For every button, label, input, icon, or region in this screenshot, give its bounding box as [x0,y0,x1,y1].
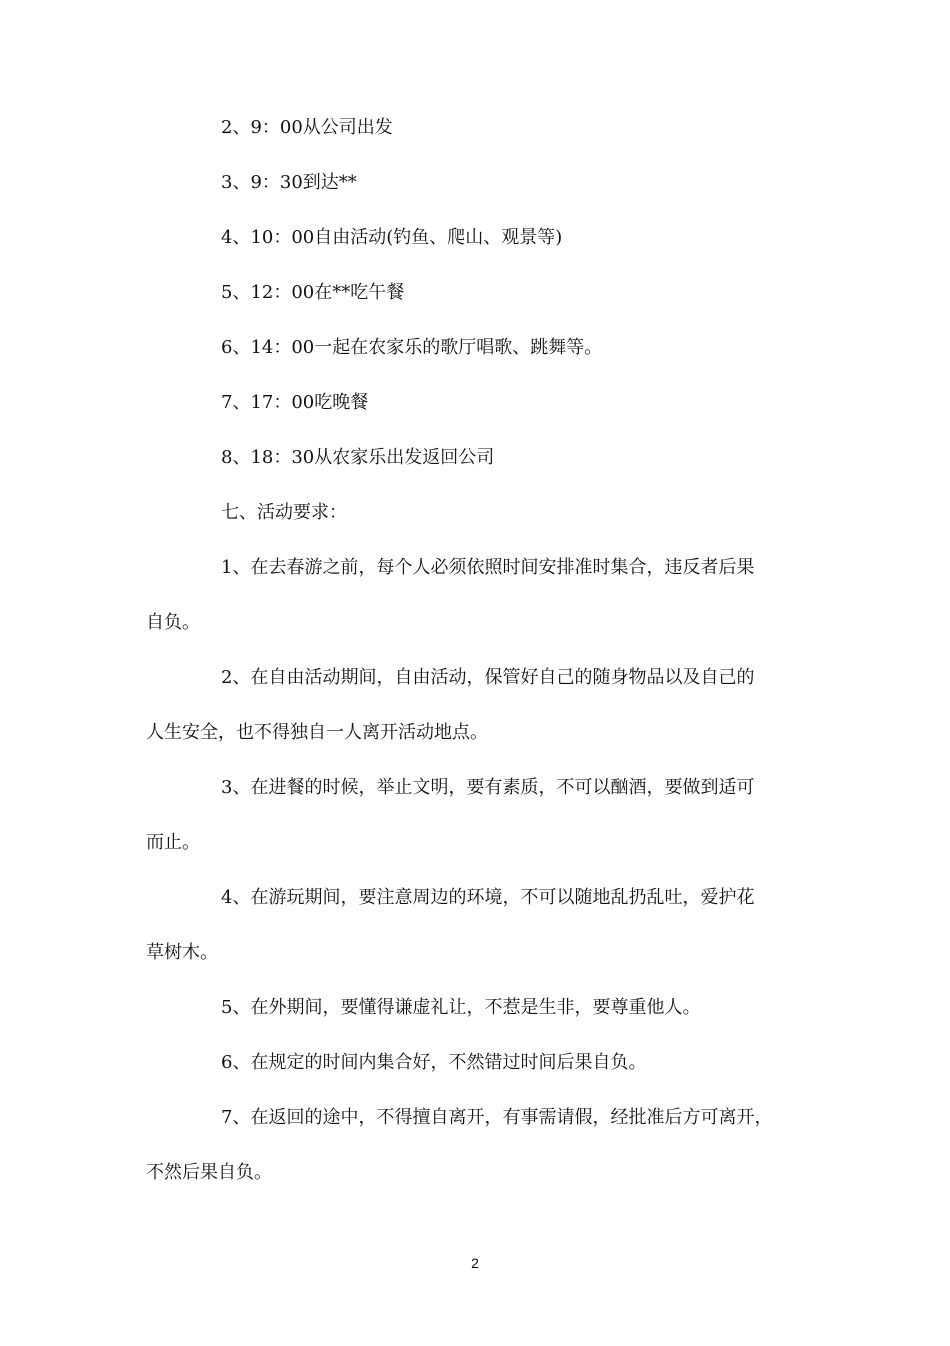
requirement-line: 2、在自由活动期间，自由活动，保管好自己的随身物品以及自己的 [221,667,755,688]
section-heading: 七、活动要求： [221,502,347,523]
schedule-item: 7、17：00吃晚餐 [221,392,369,413]
requirement-continuation: 人生安全，也不得独自一人离开活动地点。 [146,722,488,743]
schedule-item: 4、10：00自由活动(钓鱼、爬山、观景等) [221,227,563,248]
requirement-line: 7、在返回的途中，不得擅自离开，有事需请假，经批准后方可离开， [221,1107,773,1128]
requirement-continuation: 自负。 [146,612,200,633]
schedule-item: 8、18：30从农家乐出发返回公司 [221,447,495,468]
requirement-line: 5、在外期间，要懂得谦虚礼让，不惹是生非，要尊重他人。 [221,997,701,1018]
requirement-line: 1、在去春游之前，每个人必须依照时间安排准时集合，违反者后果 [221,557,755,578]
requirement-line: 3、在进餐的时候，举止文明，要有素质，不可以酗酒，要做到适可 [221,777,755,798]
schedule-item: 5、12：00在**吃午餐 [221,282,405,303]
schedule-item: 2、9：00从公司出发 [221,117,393,138]
requirement-continuation: 而止。 [146,832,200,853]
schedule-item: 6、14：00一起在农家乐的歌厅唱歌、跳舞等。 [221,337,603,358]
requirement-line: 6、在规定的时间内集合好，不然错过时间后果自负。 [221,1052,647,1073]
schedule-item: 3、9：30到达** [221,172,357,193]
page-number: 2 [471,1255,479,1271]
requirement-continuation: 草树木。 [146,942,218,963]
requirement-continuation: 不然后果自负。 [146,1162,272,1183]
requirement-line: 4、在游玩期间，要注意周边的环境，不可以随地乱扔乱吐，爱护花 [221,887,755,908]
